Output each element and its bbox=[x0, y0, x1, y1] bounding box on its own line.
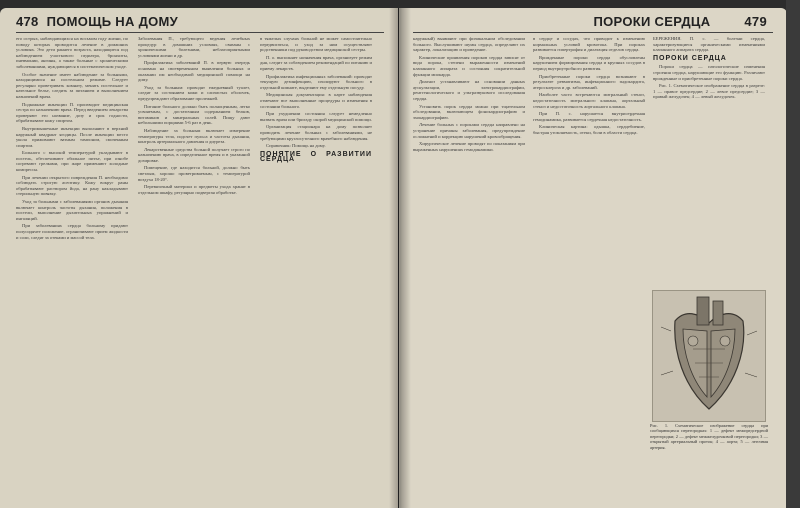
left-page-title: ПОМОЩЬ НА ДОМУ bbox=[46, 14, 179, 29]
paragraph: Рис. 1. Схематическое изображение сердца в разрезе: 1 — правое предсердие; 2 — левое предсердие; 3 — правый желудочек; 4 — левый желудочек. bbox=[653, 83, 765, 100]
right-page-title: ПОРОКИ СЕРДЦА bbox=[593, 14, 711, 29]
paragraph: Врожденные пороки сердца обусловлены нарушением формирования сердца и крупных сосудов в период внутриутробного развития. bbox=[533, 54, 645, 71]
left-column-1 bbox=[16, 36, 128, 502]
paragraph: Профилактика заболеваний П. в первую очередь основана на своевременном выявлении больных и оказании им необходимой медицинской помощи на дому. bbox=[138, 60, 250, 83]
right-column-2 bbox=[533, 36, 645, 502]
paragraph: Уход за больным: проводят ежедневный туалет, следят за состоянием кожи и слизистых оболочек, предупреждают образование пролежней. bbox=[138, 84, 250, 101]
paragraph: Организация стационара на дому позволяет проводить лечение больных с заболеваниями, не требующими круглосуточного врачебного наблюдения. bbox=[260, 124, 372, 141]
section-heading: ПОНЯТИЕ О РАЗВИТИИ СЕРДЦА bbox=[260, 150, 372, 164]
left-column-3 bbox=[260, 36, 372, 502]
paragraph: Медицинская документация: в карте наблюдения отмечают все выполненные процедуры и изменения в состоянии больного. bbox=[260, 92, 372, 109]
figure-caption: Рис. 1. Схематическое изображение сердца при сообщающихся перегородках: 1 — дефект межпредсердной перегородки; 2 — дефект межжелудочковой перегородки; 3 — открытый артериальный проток; 4 — аорта; 5 — легочная артерия. bbox=[650, 423, 768, 450]
heart-diagram-icon bbox=[653, 291, 765, 421]
paragraph: Диагноз устанавливают на основании данных аускультации, электрокардиографии, рентгенологического и ультразвукового исследования сердца. bbox=[413, 79, 525, 101]
right-column-3 bbox=[653, 36, 765, 286]
paragraph: Лекарственные средства больной получает строго по назначению врача, в определенное время и в указанной дозировке. bbox=[138, 146, 250, 163]
left-page bbox=[0, 8, 398, 508]
right-running-head bbox=[593, 14, 767, 29]
paragraph: наружный) выявляют при физикальном обследовании больного. Выслушивают шумы сердца, определяют их характер, локализацию и проведение. bbox=[413, 36, 525, 53]
paragraph: Клиническая картина: одышка, сердцебиение, быстрая утомляемость, отеки, боли в области сердца. bbox=[533, 124, 645, 135]
paragraph: Установить порок сердца можно при тщательном обследовании, включающем фонокардиографию и эхокардиографию. bbox=[413, 103, 525, 120]
paragraph: При лечении открытого повреждения П. необходимо соблюдать строгую асептику. Кожу вокруг раны обрабатывают раствором йода, на рану накладывают стерильную повязку. bbox=[16, 174, 128, 197]
paragraph: Больного с высокой температурой укладывают в постель, обеспечивают обильное питье, при ознобе согревают грелками, при жаре применяют холодные компрессы. bbox=[16, 150, 128, 173]
paragraph: Приобретенные пороки сердца возникают в результате ревматизма, инфекционного эндокардита, атеросклероза и др. заболеваний. bbox=[533, 73, 645, 90]
paragraph: в сердце и сосудах, что приводит к изменению нормальных условий кровотока. При пороках развивается гипертрофия и дилатация отделов сердца. bbox=[533, 36, 645, 53]
paragraph: Уход за больными с заболеваниями органов дыхания включает контроль частоты дыхания, положения в постели, выполнение дыхательных упражнений и ингаляций. bbox=[16, 199, 128, 221]
right-page-number: 479 bbox=[744, 14, 767, 29]
left-column-2 bbox=[138, 36, 250, 502]
paragraph: его острых, наблюдающихся на восьмом году жизни, по поводу которых проводится лечение в домашних условиях. Это дети раннего возраста, находящиеся под наблюдением участкового педиатра, бронхиты, пневмонии, ангины, а также больные с хроническими заболеваниями, нуждающиеся в систематическом уходе. bbox=[16, 36, 128, 69]
paragraph: Лечение больных с пороками сердца направлено на устранение причины заболевания, предупреждение осложнений и коррекцию нарушений кровообращения. bbox=[413, 122, 525, 139]
right-column-1 bbox=[413, 36, 525, 502]
paragraph: Помещение, где находится больной, должно быть светлым, хорошо проветриваемым, с температурой воздуха 18-20°. bbox=[138, 165, 250, 182]
paragraph: Заболевания П., требующего ведения лечебных процедур в домашних условиях, связаны с хроническими болезнями, неблагоприятными условиями жизни и др. bbox=[138, 36, 250, 58]
paragraph: Особое значение имеет наблюдение за больными, находящимися на постельном режиме. Следует регулярно проветривать комнату, менять постельное и нательное белье, следить за питанием и выполнением назначений врача. bbox=[16, 71, 128, 99]
left-header-rule bbox=[16, 32, 384, 33]
paragraph: в тяжелых случаях больной не может самостоятельно передвигаться, и уход за ним осуществляют родственники под руководством медицинской сестры. bbox=[260, 36, 372, 53]
paragraph: При П. с. нарушается внутрисердечная гемодинамика, развивается сердечная недостаточность. bbox=[533, 111, 645, 122]
right-header-rule bbox=[413, 32, 773, 33]
left-running-head bbox=[16, 14, 178, 29]
book-edge bbox=[786, 0, 800, 508]
left-page-number: 478 bbox=[16, 14, 39, 29]
paragraph: Хирургическое лечение проводят по показаниям при выраженных нарушениях гемодинамики. bbox=[413, 141, 525, 152]
section-heading: ПОРОКИ СЕРДЦА bbox=[653, 54, 727, 62]
paragraph: Перевязочный материал и предметы ухода хранят в отдельном шкафу, регулярно подвергая обработке. bbox=[138, 184, 250, 195]
paragraph: Клинические проявления пороков сердца зависят от вида порока, степени выраженности изменений клапанного аппарата и состояния сократительной функции миокарда. bbox=[413, 54, 525, 77]
paragraph: П. о. выполняет назначения врача, организует режим дня, следит за соблюдением рекомендаций по питанию и приему лекарств. bbox=[260, 54, 372, 71]
paragraph: Наиболее часто встречаются митральный стеноз, недостаточность митрального клапана, аортальный стеноз и недостаточность аортального клапана. bbox=[533, 92, 645, 109]
paragraph: При заболеваниях сердца больному придают полусидячее положение, ограничивают прием жидкости и соли, следят за отеками и массой тела. bbox=[16, 223, 128, 240]
paragraph: Пороки сердца — патологические изменения строения сердца, нарушающие его функцию. Различают врожденные и приобретенные пороки сердца. bbox=[653, 64, 765, 81]
paragraph: БЕРЕЖЕНИЯ. П. с. — болезни сердца, характеризующиеся органическими изменениями клапанного аппарата сердца. bbox=[653, 36, 765, 53]
paragraph: Наблюдение за больным включает измерение температуры тела, подсчет пульса и частоты дыхания, контроль артериального давления и диуреза. bbox=[138, 127, 250, 145]
heart-illustration bbox=[652, 290, 766, 422]
paragraph: При ухудшении состояния следует немедленно вызвать врача или бригаду скорой медицинской помощи. bbox=[260, 111, 372, 122]
paragraph: Справочник: Помощь на дому. bbox=[266, 143, 326, 149]
right-page bbox=[399, 8, 787, 508]
paragraph: Подкожные инъекции П. производит медицинская сестра по назначению врача. Перед введением лекарства проверяют его название, дозу и срок годности, обрабатывают кожу спиртом. bbox=[16, 101, 128, 124]
book-gutter bbox=[389, 8, 411, 508]
paragraph: Внутримышечные инъекции выполняют в верхний наружный квадрант ягодицы. После инъекции место укола прижимают ватным тампоном, смоченным спиртом. bbox=[16, 125, 128, 148]
paragraph: Профилактика инфекционных заболеваний: проводят текущую дезинфекцию, изолируют больного в отдельной комнате, выделяют ему отдельную посуду. bbox=[260, 73, 372, 90]
paragraph: Питание больного должно быть полноценным, легко усвояемым, с достаточным содержанием белков, витаминов и минеральных солей. Пищу дают небольшими порциями 5-6 раз в день. bbox=[138, 103, 250, 126]
